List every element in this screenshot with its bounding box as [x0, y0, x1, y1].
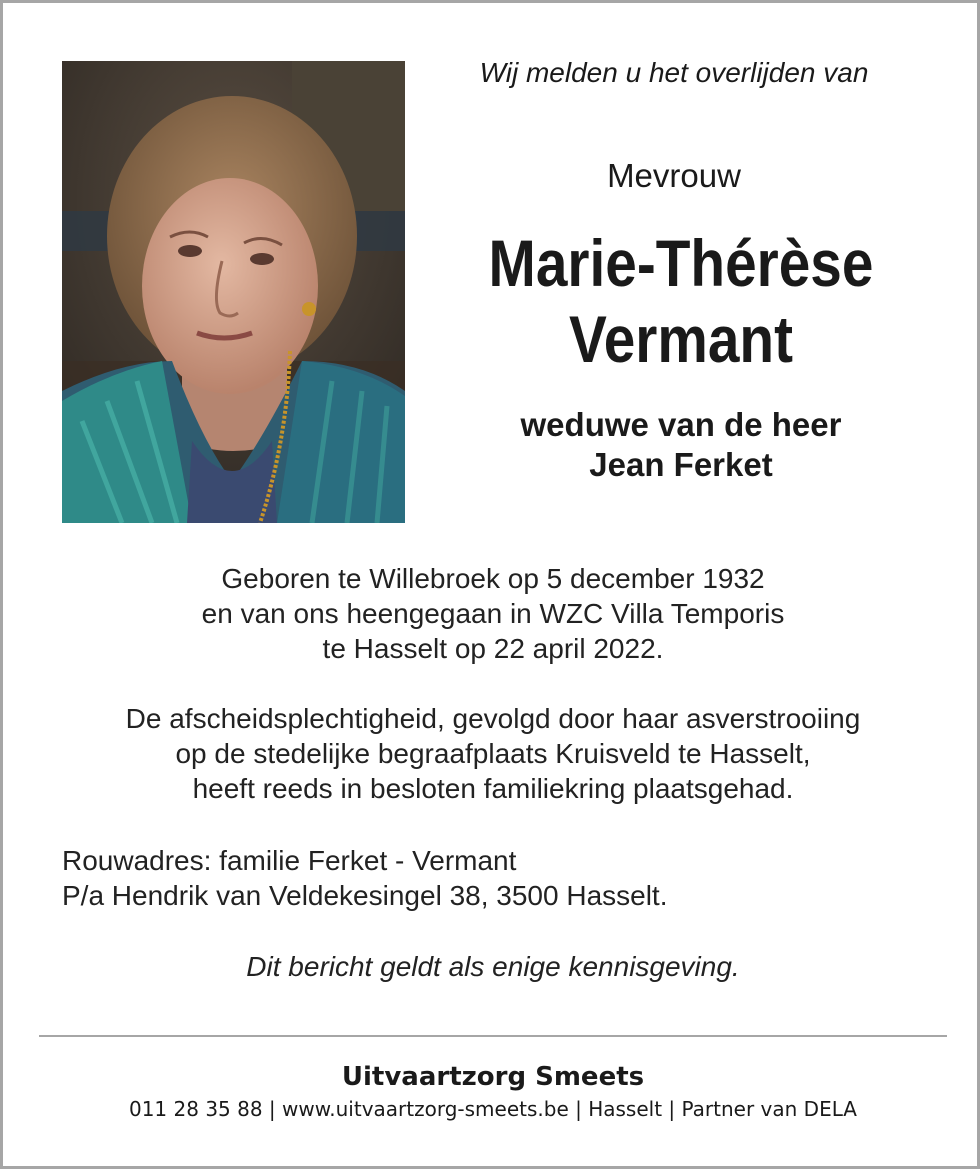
death-date-line: te Hasselt op 22 april 2022. — [322, 633, 664, 664]
mourning-address — [62, 843, 668, 913]
widow-of — [443, 405, 919, 485]
honorific-title: Mevrouw — [607, 157, 741, 194]
widow-of-label: weduwe van de heer — [520, 406, 842, 443]
notice-text: Dit bericht geldt als enige kennisgeving. — [246, 951, 740, 982]
intro-text: Wij melden u het overlijden van — [479, 57, 869, 88]
funeral-home-contact: 011 28 35 88 | www.uitvaartzorg-smeets.be | Hasselt | Partner van DELA — [128, 1097, 857, 1121]
ceremony-details — [43, 701, 943, 806]
ceremony-line-2: op de stedelijke begraafplaats Kruisveld te Hasselt, — [175, 738, 811, 769]
deceased-name — [476, 225, 885, 377]
birth-death-details — [43, 561, 943, 666]
birth-line: Geboren te Willebroek op 5 december 1932 — [221, 563, 765, 594]
spouse-name: Jean Ferket — [589, 446, 773, 483]
deceased-last-name: Vermant — [568, 302, 794, 376]
ceremony-line-1: De afscheidsplechtigheid, gevolgd door haar asverstrooiing — [125, 703, 861, 734]
death-line: en van ons heengegaan in WZC Villa Temporis — [201, 598, 785, 629]
deceased-first-name: Marie-Thérèse — [488, 226, 874, 300]
address-line-2: P/a Hendrik van Veldekesingel 38, 3500 Hasselt. — [62, 880, 668, 911]
address-line-1: Rouwadres: familie Ferket - Vermant — [62, 845, 517, 876]
ceremony-line-3: heeft reeds in besloten familiekring plaatsgehad. — [192, 773, 794, 804]
footer-divider — [39, 1035, 947, 1037]
portrait-photo — [62, 61, 405, 523]
funeral-home-name: Uitvaartzorg Smeets — [341, 1062, 645, 1092]
